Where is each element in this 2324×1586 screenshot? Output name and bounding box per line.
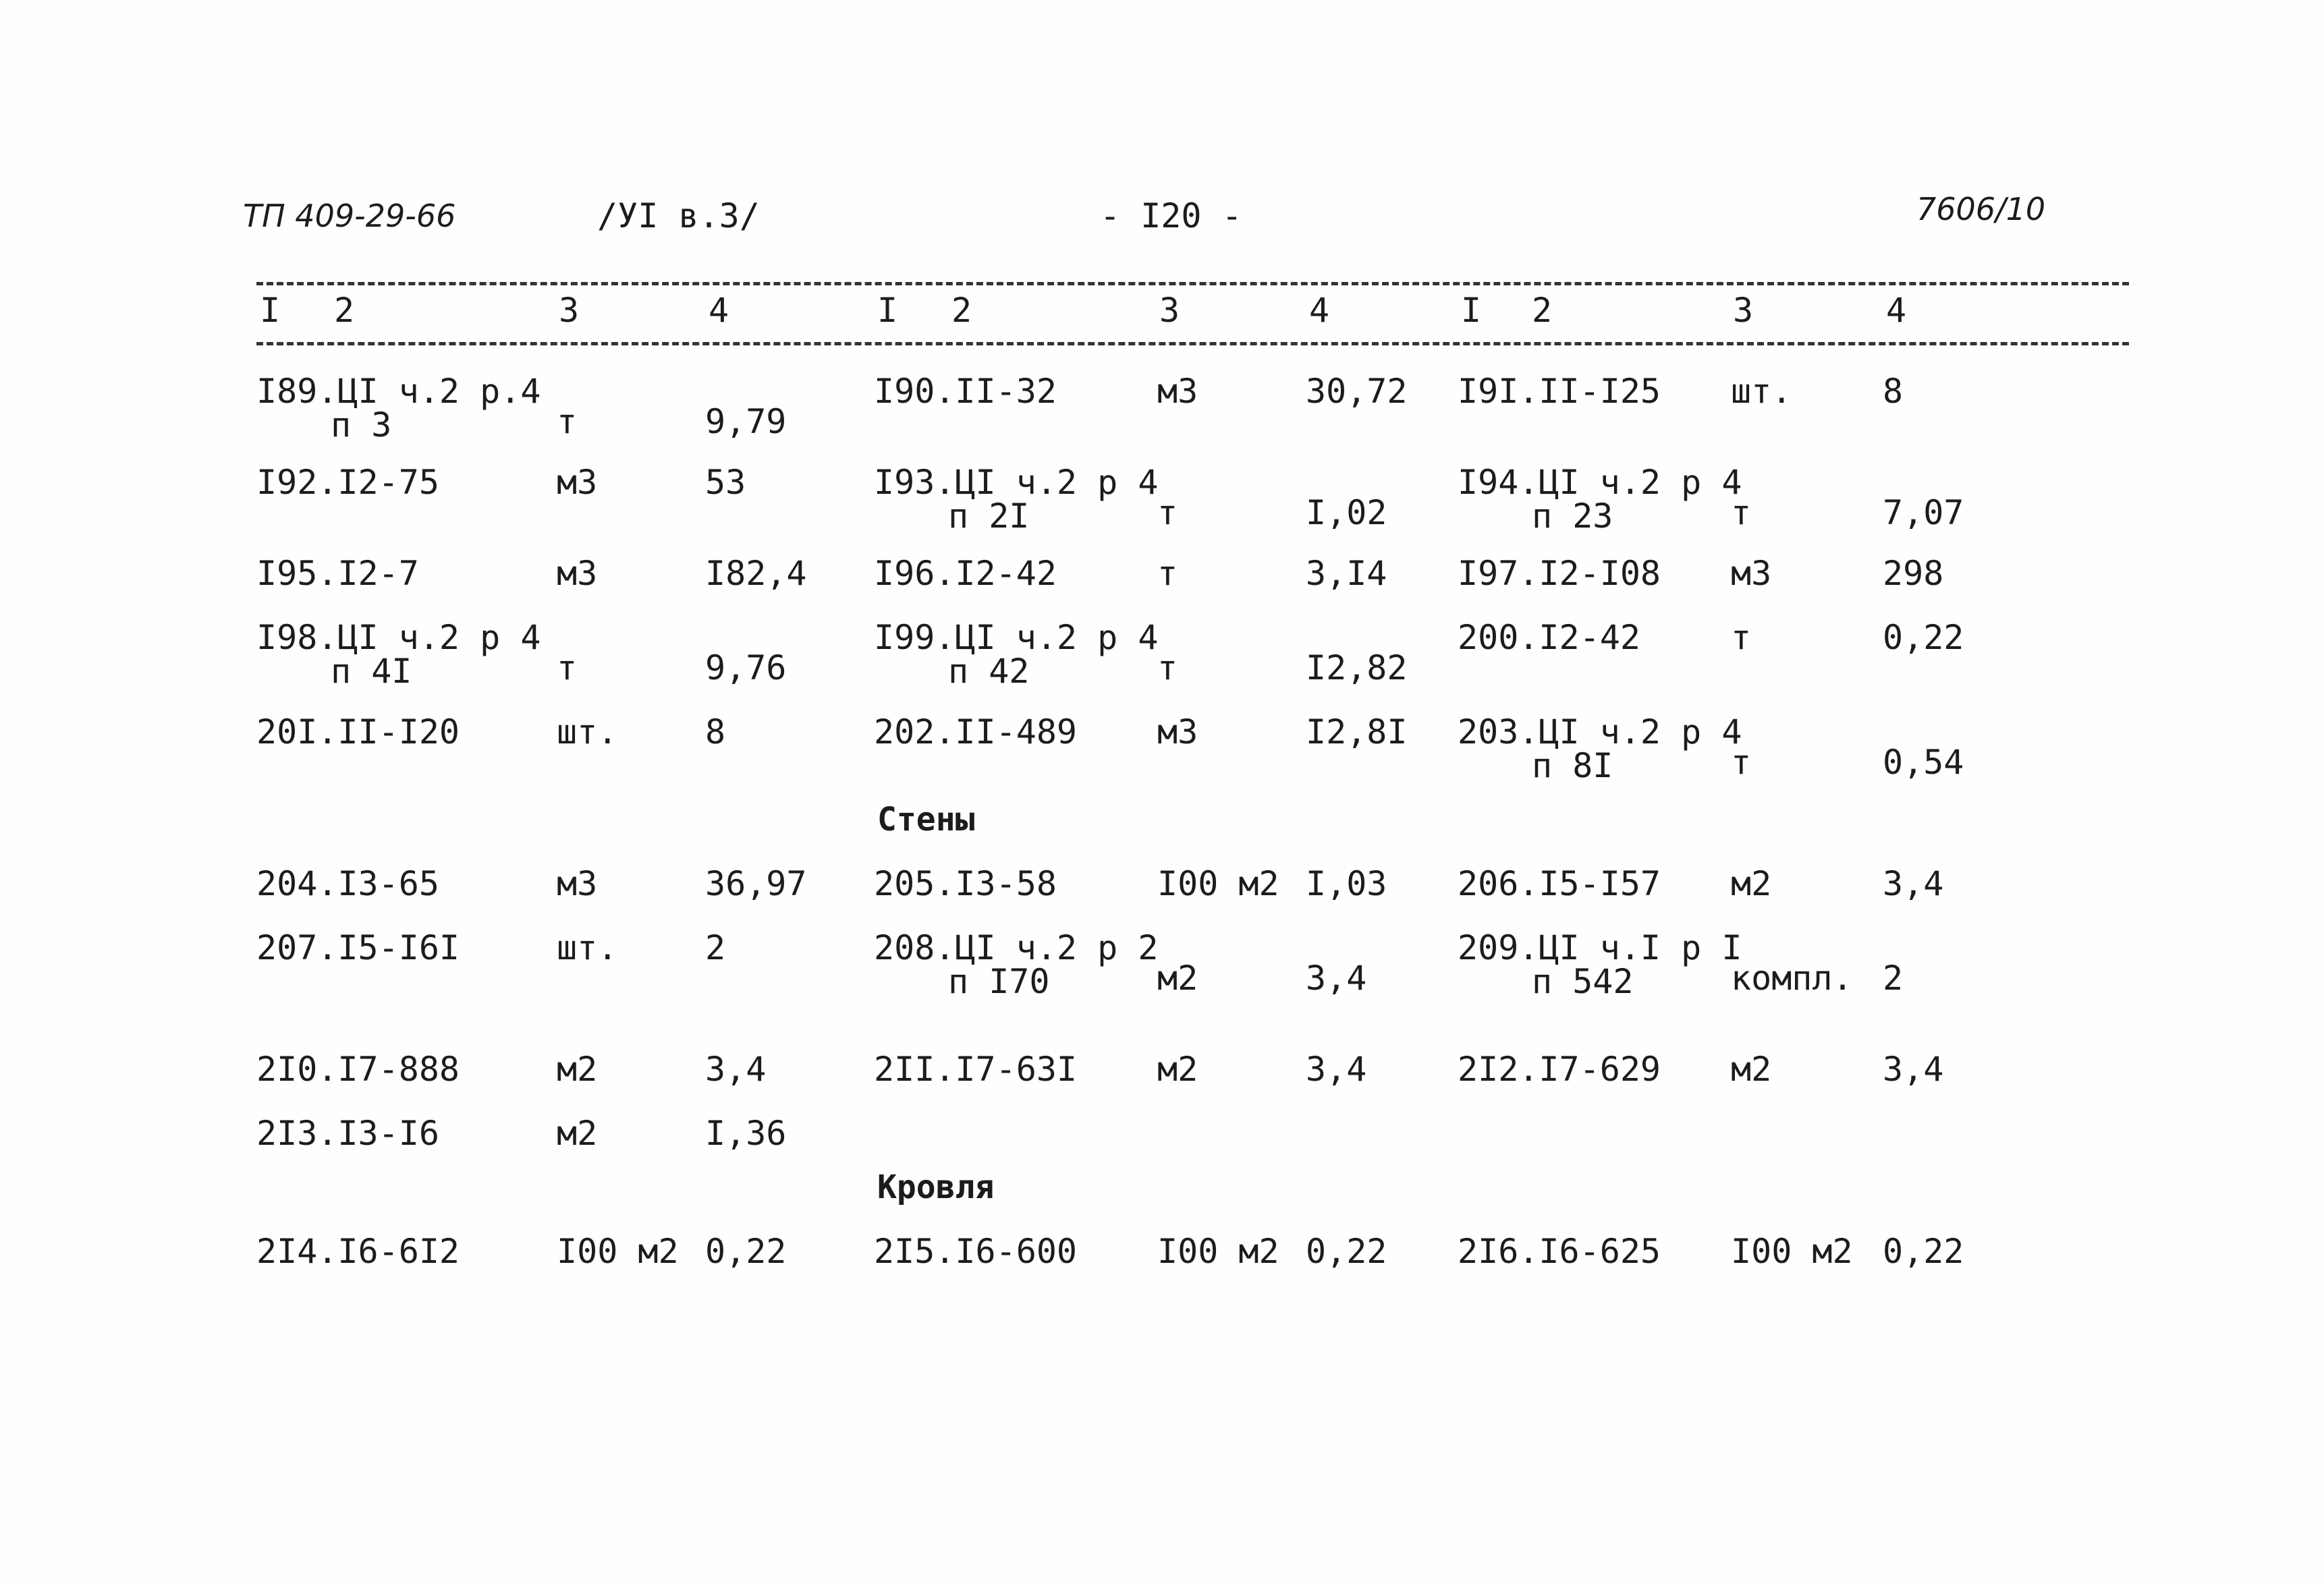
item-quantity: 9,79: [705, 402, 787, 441]
item-code: [874, 864, 1057, 903]
item-code-main: I96.I2-42: [874, 554, 1057, 593]
item-unit: т: [1157, 648, 1178, 687]
item-unit: м2: [1731, 864, 1772, 903]
item-code: [874, 618, 1159, 691]
item-code-main: 207.I5-I6I: [256, 928, 460, 967]
item-code-main: 2I2.I7-629: [1458, 1050, 1661, 1089]
item-code-main: 2I4.I6-6I2: [256, 1232, 460, 1271]
item-code-main: 2I3.I3-I6: [256, 1114, 439, 1153]
item-unit: м3: [1157, 712, 1198, 752]
item-code: [256, 554, 419, 593]
item-quantity: 30,72: [1306, 372, 1408, 411]
item-code-paragraph: п 3: [331, 405, 392, 445]
item-code-main: 2I0.I7-888: [256, 1050, 460, 1089]
item-unit: шт.: [1731, 372, 1792, 411]
item-code: [1458, 864, 1661, 903]
item-code-paragraph: п 542: [1532, 962, 1634, 1001]
item-unit: м3: [1157, 372, 1198, 411]
item-quantity: 3,4: [1306, 959, 1367, 998]
column-header: 2: [334, 291, 355, 330]
item-code: [256, 463, 439, 502]
item-quantity: 0,22: [1883, 618, 1964, 657]
item-code-main: 2I5.I6-600: [874, 1232, 1078, 1271]
item-code-main: 200.I2-42: [1458, 618, 1640, 657]
item-quantity: 3,4: [1883, 1050, 1944, 1089]
item-code-main: 2I6.I6-625: [1458, 1232, 1661, 1271]
column-header: I: [260, 291, 281, 330]
column-header: 3: [1159, 291, 1180, 330]
item-quantity: 0,22: [1306, 1232, 1387, 1271]
document-code: ТП 409-29-66: [243, 198, 456, 234]
item-unit: м2: [557, 1114, 598, 1153]
page-number: - I20 -: [1100, 196, 1242, 235]
item-code-main: 202.II-489: [874, 712, 1078, 752]
item-code: [256, 372, 541, 445]
item-code: [874, 1232, 1078, 1271]
item-code-main: 20I.II-I20: [256, 712, 460, 752]
item-code: [1458, 712, 1742, 785]
item-code-paragraph: п 4I: [331, 652, 412, 691]
item-code: [256, 1050, 460, 1089]
item-code-paragraph: п 42: [948, 652, 1030, 691]
item-quantity: I2,82: [1306, 648, 1408, 687]
item-unit: м3: [557, 554, 598, 593]
item-unit: т: [1731, 493, 1752, 532]
sheet-number: 7606/10: [1916, 191, 2046, 227]
item-quantity: 7,07: [1883, 493, 1964, 532]
item-unit: т: [1157, 554, 1178, 593]
item-code: [1458, 1232, 1661, 1271]
column-header: 3: [559, 291, 580, 330]
item-quantity: 36,97: [705, 864, 807, 903]
item-quantity: I82,4: [705, 554, 807, 593]
item-quantity: 2: [705, 928, 726, 967]
item-code-paragraph: п 2I: [948, 497, 1030, 536]
item-unit: шт.: [557, 928, 618, 967]
column-header: I: [877, 291, 898, 330]
item-quantity: 3,4: [1306, 1050, 1367, 1089]
item-code: [1458, 372, 1661, 411]
header-rule-bottom: [256, 342, 2129, 345]
item-code-main: 206.I5-I57: [1458, 864, 1661, 903]
item-code: [874, 1050, 1078, 1089]
item-unit: I00 м2: [557, 1232, 679, 1271]
column-header: 4: [1309, 291, 1330, 330]
item-quantity: 0,22: [705, 1232, 787, 1271]
item-unit: I00 м2: [1731, 1232, 1853, 1271]
item-unit: I00 м2: [1157, 864, 1279, 903]
item-quantity: 2: [1883, 959, 1904, 998]
item-code-main: I93.ЦI ч.2 р 4: [874, 463, 1159, 502]
item-quantity: 53: [705, 463, 746, 502]
item-quantity: 9,76: [705, 648, 787, 687]
item-code: [256, 928, 460, 967]
item-unit: т: [1731, 743, 1752, 782]
item-code: [256, 1114, 439, 1153]
item-code-main: 204.I3-65: [256, 864, 439, 903]
item-unit: м2: [1731, 1050, 1772, 1089]
item-quantity: I,36: [705, 1114, 787, 1153]
item-code: [874, 554, 1057, 593]
item-code: [1458, 463, 1742, 536]
column-header: 2: [951, 291, 972, 330]
section-heading-walls: Стены: [877, 801, 975, 839]
item-code: [874, 712, 1078, 752]
item-quantity: 8: [705, 712, 726, 752]
item-code-main: 2II.I7-63I: [874, 1050, 1078, 1089]
item-quantity: 3,4: [705, 1050, 767, 1089]
column-header: 4: [709, 291, 729, 330]
item-code: [256, 618, 541, 691]
item-unit: м3: [557, 463, 598, 502]
section-label: /УI в.3/: [597, 196, 760, 235]
item-code-main: 203.ЦI ч.2 р 4: [1458, 712, 1742, 752]
column-header: I: [1461, 291, 1482, 330]
section-heading-roof: Кровля: [877, 1168, 995, 1206]
item-code: [1458, 618, 1640, 657]
column-header: 2: [1532, 291, 1553, 330]
item-quantity: I,03: [1306, 864, 1387, 903]
item-code: [256, 864, 439, 903]
item-quantity: I,02: [1306, 493, 1387, 532]
column-header-row: [0, 290, 2324, 337]
item-code-main: I90.II-32: [874, 372, 1057, 411]
item-code-main: I89.ЦI ч.2 р.4: [256, 372, 541, 411]
item-quantity: 0,54: [1883, 743, 1964, 782]
item-unit: м3: [557, 864, 598, 903]
item-unit: т: [1731, 618, 1752, 657]
item-code-main: 205.I3-58: [874, 864, 1057, 903]
item-quantity: 0,22: [1883, 1232, 1964, 1271]
item-quantity: I2,8I: [1306, 712, 1408, 752]
item-code: [874, 928, 1159, 1001]
item-unit: т: [1157, 493, 1178, 532]
item-code-main: I94.ЦI ч.2 р 4: [1458, 463, 1742, 502]
item-unit: шт.: [557, 712, 618, 752]
item-code-main: I95.I2-7: [256, 554, 419, 593]
header-rule-top: [256, 282, 2129, 285]
item-unit: т: [557, 402, 578, 441]
item-quantity: 8: [1883, 372, 1904, 411]
item-code: [256, 712, 460, 752]
item-code-paragraph: п 8I: [1532, 746, 1613, 785]
column-header: 3: [1733, 291, 1754, 330]
item-code-main: I97.I2-I08: [1458, 554, 1661, 593]
item-code: [1458, 928, 1742, 1001]
item-unit: I00 м2: [1157, 1232, 1279, 1271]
item-code-paragraph: п I70: [948, 962, 1050, 1001]
item-code-main: 209.ЦI ч.I р I: [1458, 928, 1742, 967]
item-unit: м2: [557, 1050, 598, 1089]
item-unit: компл.: [1731, 959, 1853, 998]
item-code-main: I92.I2-75: [256, 463, 439, 502]
item-code-main: I99.ЦI ч.2 р 4: [874, 618, 1159, 657]
item-code-main: I98.ЦI ч.2 р 4: [256, 618, 541, 657]
column-header: 4: [1886, 291, 1907, 330]
item-unit: м3: [1731, 554, 1772, 593]
item-code: [256, 1232, 460, 1271]
item-quantity: 3,I4: [1306, 554, 1387, 593]
item-quantity: 298: [1883, 554, 1944, 593]
item-unit: м2: [1157, 959, 1198, 998]
item-unit: т: [557, 648, 578, 687]
item-code-main: I9I.II-I25: [1458, 372, 1661, 411]
item-code: [1458, 1050, 1661, 1089]
item-code-main: 208.ЦI ч.2 р 2: [874, 928, 1159, 967]
item-code: [874, 372, 1057, 411]
item-code: [1458, 554, 1661, 593]
item-code-paragraph: п 23: [1532, 497, 1613, 536]
item-quantity: 3,4: [1883, 864, 1944, 903]
item-unit: м2: [1157, 1050, 1198, 1089]
item-code: [874, 463, 1159, 536]
